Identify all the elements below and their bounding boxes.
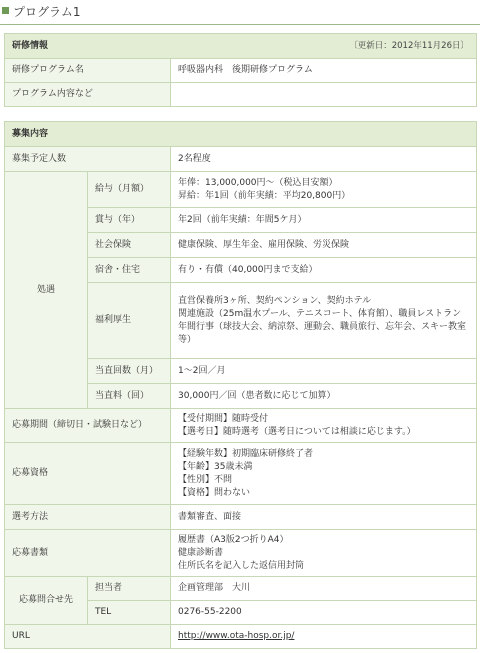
- documents-line: 健康診断書: [178, 547, 224, 558]
- duty-count-value: 1〜2回／月: [171, 359, 477, 384]
- recruitment-table: [4, 121, 477, 649]
- period-line: 【選考日】随時選考（選考日については相談に応じます。）: [178, 426, 416, 437]
- url-label: URL: [5, 625, 171, 649]
- welfare-line: 直営保養所3ヶ所、契約ペンション、契約ホテル: [178, 295, 372, 306]
- treatment-label: 処遇: [5, 172, 88, 409]
- training-info-table: [4, 33, 477, 107]
- salary-value: [171, 172, 477, 208]
- bonus-value: 年2回（前年実績：年間5ケ月）: [171, 208, 477, 233]
- salary-line: 年俸：13,000,000円〜（税込目安額）: [178, 177, 338, 188]
- welfare-value: [171, 283, 477, 359]
- page-title: プログラム1: [13, 5, 81, 19]
- contact-person-value: 企画管理部 大川: [171, 577, 477, 601]
- program-content-value: [171, 83, 477, 107]
- capacity-label: 募集予定人数: [5, 147, 171, 172]
- period-label: 応募期間（締切日・試験日など）: [5, 409, 171, 443]
- contact-tel-label: TEL: [88, 601, 171, 625]
- contact-person-label: 担当者: [88, 577, 171, 601]
- qualification-line: 【年齢】35歳未満: [178, 461, 253, 472]
- qualification-line: 【資格】問わない: [178, 487, 251, 498]
- welfare-line: 年間行事（球技大会、納涼祭、運動会、職員旅行、忘年会、スキー教室等）: [178, 321, 467, 345]
- bonus-label: 賞与（年）: [88, 208, 171, 233]
- training-header: [5, 34, 477, 59]
- training-header-label: 研修情報: [12, 40, 49, 51]
- program-name-label: 研修プログラム名: [5, 59, 171, 83]
- updated-date: 〔更新日：2012年11月26日〕: [349, 40, 469, 51]
- insurance-value: 健康保険、厚生年金、雇用保険、労災保険: [171, 233, 477, 258]
- square-bullet-icon: [2, 7, 9, 14]
- period-line: 【受付期間】随時受付: [178, 413, 269, 424]
- recruit-header: 募集内容: [5, 122, 477, 147]
- contact-label: 応募問合せ先: [5, 577, 88, 625]
- qualification-line: 【性別】不問: [178, 474, 233, 485]
- insurance-label: 社会保険: [88, 233, 171, 258]
- documents-line: 住所氏名を記入した返信用封筒: [178, 560, 305, 571]
- housing-value: 有り・有償（40,000円まで支給）: [171, 258, 477, 283]
- selection-label: 選考方法: [5, 505, 171, 530]
- salary-label: 給与（月額）: [88, 172, 171, 208]
- qualification-line: 【経験年数】初期臨床研修終了者: [178, 448, 314, 459]
- documents-label: 応募書類: [5, 530, 171, 577]
- duty-count-label: 当直回数（月）: [88, 359, 171, 384]
- qualification-label: 応募資格: [5, 443, 171, 505]
- url-cell: [171, 625, 477, 649]
- duty-pay-label: 当直料（回）: [88, 384, 171, 409]
- documents-line: 履歴書（A3版2つ折りA4）: [178, 534, 289, 545]
- qualification-value: [171, 443, 477, 505]
- program-name-value: 呼吸器内科 後期研修プログラム: [171, 59, 477, 83]
- welfare-line: 関連施設（25m温水プール、テニスコート、体育館）、職員レストラン: [178, 308, 462, 319]
- page-header: [0, 0, 480, 25]
- housing-label: 宿舎・住宅: [88, 258, 171, 283]
- documents-value: [171, 530, 477, 577]
- welfare-label: 福利厚生: [88, 283, 171, 359]
- website-link[interactable]: http://www.ota-hosp.or.jp/: [178, 631, 295, 641]
- capacity-value: 2名程度: [171, 147, 477, 172]
- salary-line: 昇給：年1回（前年実績：平均20,800円）: [178, 190, 351, 201]
- contact-tel-value: 0276-55-2200: [171, 601, 477, 625]
- program-content-label: プログラム内容など: [5, 83, 171, 107]
- selection-value: 書類審査、面接: [171, 505, 477, 530]
- period-value: [171, 409, 477, 443]
- duty-pay-value: 30,000円／回（患者数に応じて加算）: [171, 384, 477, 409]
